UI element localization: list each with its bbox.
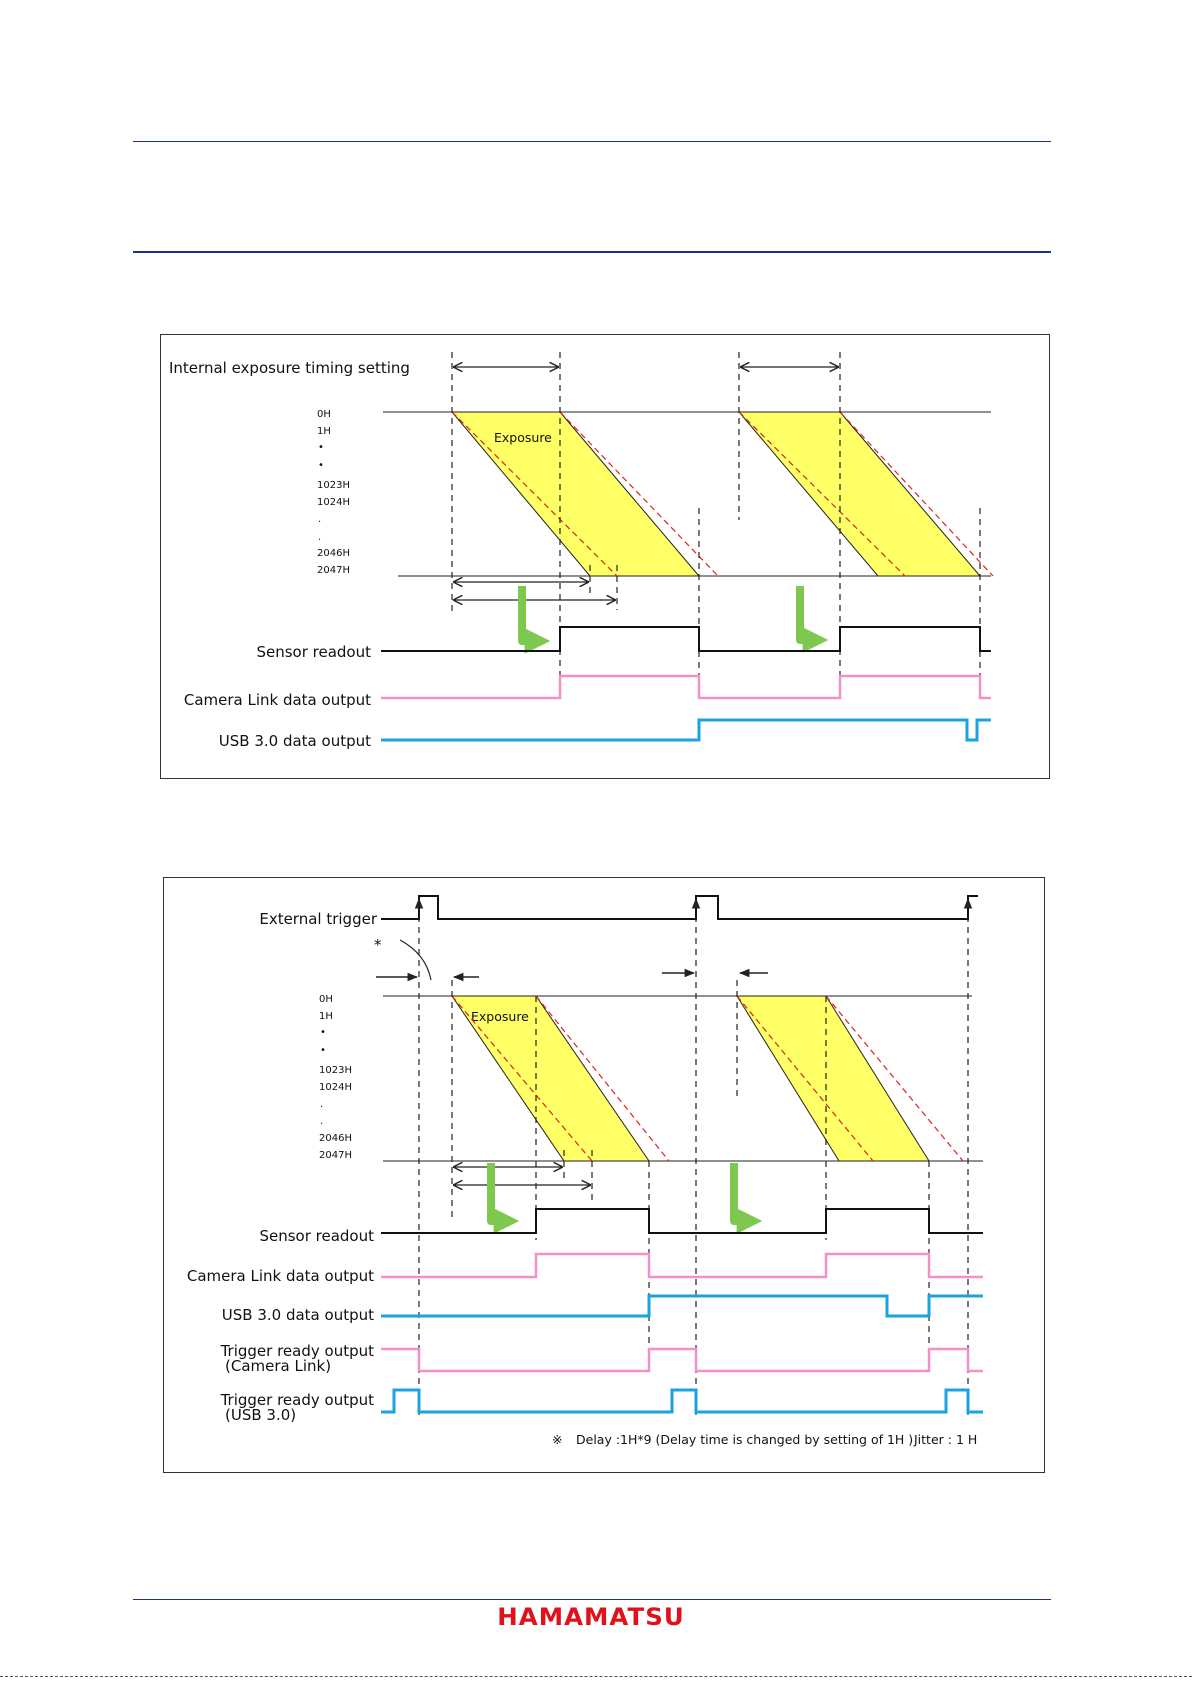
- d1-exposure-area-1: [452, 412, 699, 576]
- d1-camera-link-signal: [381, 676, 991, 698]
- d1-row-1h: 1H: [317, 426, 331, 437]
- page-bottom-dashed-line: [0, 1676, 1192, 1678]
- d1-green-arrow-2: [800, 586, 818, 640]
- d1-exposure-area-2: [739, 412, 980, 576]
- d2-row-dot-1: •: [320, 1027, 326, 1038]
- d2-row-dot-3: .: [320, 1099, 324, 1110]
- d1-row-1023h: 1023H: [317, 480, 350, 491]
- d1-exposure-label: Exposure: [494, 430, 552, 445]
- d2-usb-signal: [381, 1296, 983, 1316]
- d2-external-trigger-signal: [381, 896, 978, 919]
- d2-label-trigger-ready-usb-line1: Trigger ready output: [220, 1391, 374, 1409]
- d1-row-dot-3: .: [318, 514, 322, 525]
- d1-row-dot-1: •: [318, 442, 324, 453]
- d2-label-trigger-ready-cl-line1: Trigger ready output: [220, 1342, 374, 1360]
- d1-row-2046h: 2046H: [317, 548, 350, 559]
- d2-exposure-label: Exposure: [471, 1009, 529, 1024]
- d2-row-1023h: 1023H: [319, 1065, 352, 1076]
- d2-asterisk: *: [374, 936, 382, 954]
- d2-footnote-jitter: Jitter : 1 H: [914, 1432, 978, 1447]
- d2-row-0h: 0H: [319, 994, 333, 1005]
- hamamatsu-logo: HAMAMATSU: [497, 1603, 685, 1631]
- d2-row-dot-4: .: [320, 1116, 324, 1127]
- d1-label-usb: USB 3.0 data output: [218, 732, 371, 750]
- d2-camera-link-signal: [381, 1254, 983, 1277]
- d1-label-sensor-readout: Sensor readout: [256, 643, 371, 661]
- d1-label-camera-link: Camera Link data output: [183, 691, 371, 709]
- d2-label-trigger-ready-usb-line2: (USB 3.0): [225, 1406, 297, 1424]
- d2-sensor-readout-signal: [381, 1209, 983, 1233]
- d2-label-camera-link: Camera Link data output: [186, 1267, 374, 1285]
- d1-green-arrow-1: [522, 586, 540, 641]
- d1-row-dot-2: •: [318, 460, 324, 471]
- d2-row-2046h: 2046H: [319, 1133, 352, 1144]
- d1-row-2047h: 2047H: [317, 565, 350, 576]
- d2-row-2047h: 2047H: [319, 1150, 352, 1161]
- d1-row-0h: 0H: [317, 409, 331, 420]
- d2-label-sensor-readout: Sensor readout: [259, 1227, 374, 1245]
- d1-title: Internal exposure timing setting: [169, 359, 410, 377]
- d2-row-1024h: 1024H: [319, 1082, 352, 1093]
- d2-footnote-delay: Delay :1H*9 (Delay time is changed by setting of 1H ): [576, 1432, 914, 1447]
- d2-footnote-mark: ※: [552, 1432, 563, 1447]
- d2-label-usb: USB 3.0 data output: [221, 1306, 374, 1324]
- d2-row-1h: 1H: [319, 1011, 333, 1022]
- d2-label-trigger-ready-cl-line2: (Camera Link): [225, 1357, 332, 1375]
- d2-trigger-ready-usb-signal: [381, 1390, 983, 1412]
- d1-row-dot-4: .: [318, 532, 322, 543]
- d2-green-arrow-1: [491, 1163, 509, 1221]
- d1-row-labels: [317, 409, 350, 576]
- d2-green-arrow-2: [734, 1163, 752, 1221]
- d1-row-1024h: 1024H: [317, 497, 350, 508]
- footer-rule: [133, 1599, 1051, 1600]
- d2-row-labels: [319, 994, 352, 1161]
- d2-exposure-area-2: [737, 996, 929, 1161]
- d2-delay-curve: [400, 940, 431, 980]
- d2-row-dot-2: •: [320, 1045, 326, 1056]
- d2-trigger-ready-cl-signal: [381, 1349, 983, 1371]
- d1-sensor-readout-signal: [381, 627, 991, 651]
- d1-usb-signal: [381, 720, 991, 740]
- d2-label-external-trigger: External trigger: [259, 910, 377, 928]
